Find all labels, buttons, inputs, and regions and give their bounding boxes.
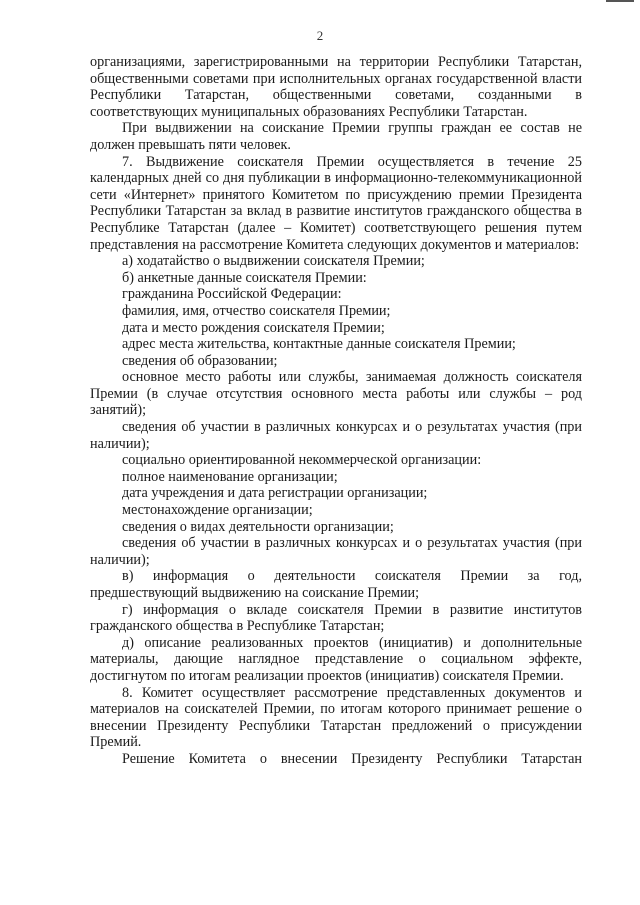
paragraph-item-7: 7. Выдвижение соискателя Премии осуществляется в течение 25 календарных дней со дня публикации в информационно-телекоммуникационной сети «Интернет» принятого Комитетом по присуждению премии Президента Республики Татарстан за вклад в развитие институтов гражданского общества в Республике Татарстан (далее – Комитет) соответствующего решения путем представления на рассмотрение Комитета следующих документов и материалов: bbox=[90, 153, 582, 253]
list-item: адрес места жительства, контактные данные соискателя Премии; bbox=[122, 336, 516, 353]
paragraph: организациями, зарегистрированными на территории Республики Татарстан, общественными советами при исполнительных органах государственной власти Республики Татарстан, общественными советами, созданными в соответствующих муниципальных образованиях Республики Татарстан. bbox=[90, 54, 582, 120]
list-item: д) описание реализованных проектов (инициатив) и дополнительные материалы, дающие наглядное представление о социальном эффекте, достигнутом по итогам реализации проектов (инициатив) соискателя Премии. bbox=[90, 634, 582, 684]
list-item: фамилия, имя, отчество соискателя Премии; bbox=[122, 302, 391, 319]
list-item: основное место работы или службы, занимаемая должность соискателя Премии (в случае отсутствия основного места работы или службы – род занятий); bbox=[90, 369, 582, 419]
page-number: 2 bbox=[316, 28, 324, 43]
list-item: а) ходатайство о выдвижении соискателя Премии; bbox=[122, 253, 425, 270]
list-item: г) информация о вкладе соискателя Премии в развитие институтов гражданского общества в Республике Татарстан; bbox=[90, 601, 582, 635]
paragraph: Решение Комитета о внесении Президенту Республики Татарстан bbox=[122, 750, 582, 767]
list-item: сведения об образовании; bbox=[122, 352, 278, 369]
list-item: дата и место рождения соискателя Премии; bbox=[122, 319, 385, 336]
list-item: дата учреждения и дата регистрации организации; bbox=[122, 485, 428, 502]
list-item: в) информация о деятельности соискателя Премии за год, предшествующий выдвижению на соискание Премии; bbox=[90, 568, 582, 601]
document-body bbox=[90, 54, 582, 768]
list-item: сведения об участии в различных конкурсах и о результатах участия (при наличии); bbox=[90, 535, 582, 568]
paragraph: При выдвижении на соискание Премии группы граждан ее состав не должен превышать пяти человек. bbox=[90, 120, 582, 153]
list-item: сведения о видах деятельности организации; bbox=[122, 518, 394, 535]
list-item: местонахождение организации; bbox=[122, 502, 313, 519]
scan-corner-mark bbox=[606, 0, 634, 2]
list-item: б) анкетные данные соискателя Премии: bbox=[122, 269, 367, 286]
list-item: полное наименование организации; bbox=[122, 468, 338, 485]
list-item: социально ориентированной некоммерческой организации: bbox=[122, 452, 482, 469]
paragraph-item-8: 8. Комитет осуществляет рассмотрение представленных документов и материалов на соискателей Премии, по итогам которого принимает решение о внесении Президенту Республики Татарстан предложений о присуждении Премий. bbox=[90, 684, 582, 751]
list-item: гражданина Российской Федерации: bbox=[122, 286, 342, 303]
list-item: сведения об участии в различных конкурсах и о результатах участия (при наличии); bbox=[90, 419, 582, 452]
